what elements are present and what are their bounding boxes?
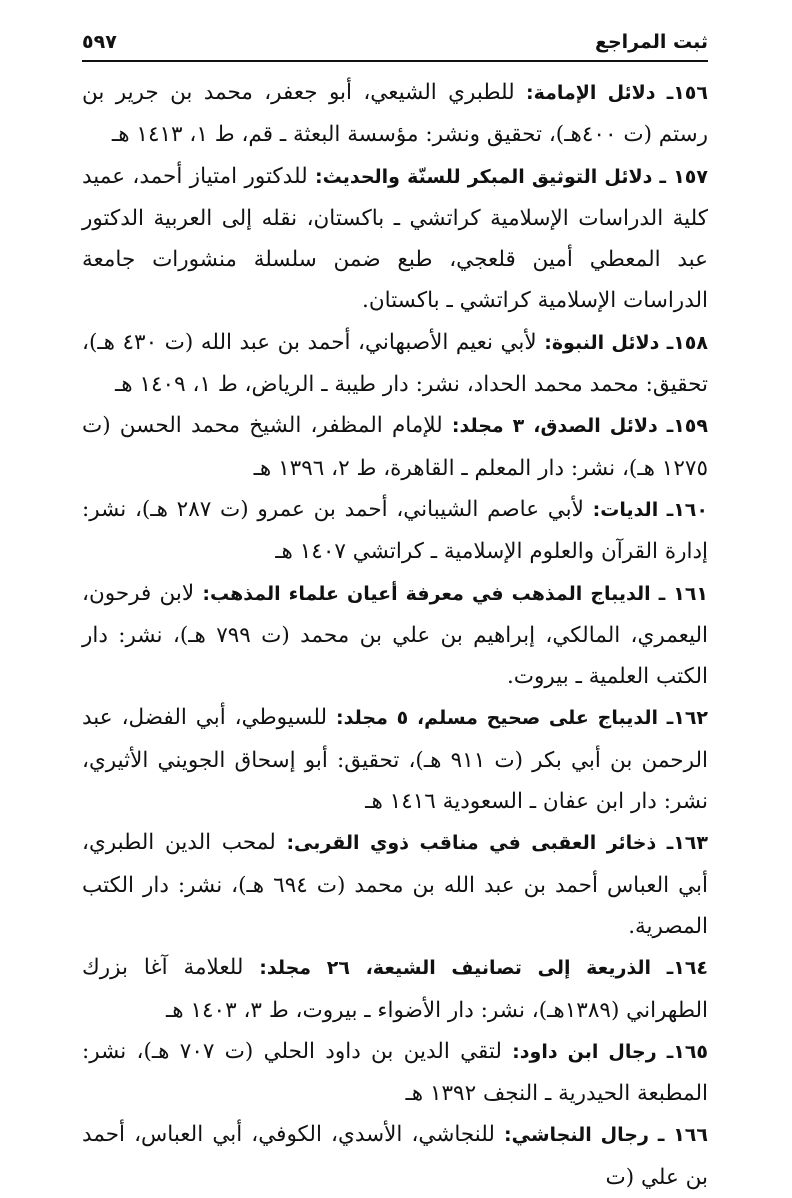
bibliography-entry-166 — [82, 1114, 708, 1198]
entry-heading: ١٥٦ـ دلائل الإمامة: — [525, 82, 708, 104]
bibliography-entry-156 — [82, 72, 708, 156]
entry-heading: ١٥٩ـ دلائل الصدق، ٣ مجلد: — [451, 415, 708, 438]
running-header — [82, 26, 708, 58]
entry-text: للنجاشي، الأسدي، الكوفي، أبي العباس، أحمد بن علي (ت — [82, 1122, 708, 1190]
bibliography-entry-157 — [82, 156, 708, 322]
bibliography-entry-163 — [82, 822, 708, 947]
entry-heading: ١٥٨ـ دلائل النبوة: — [544, 331, 708, 354]
entry-heading: ١٦٠ـ الديات: — [592, 498, 708, 521]
bibliography-entry-162 — [82, 697, 708, 822]
bibliography-entry-160 — [82, 489, 708, 573]
bibliography-entry-159 — [82, 405, 708, 489]
bibliography-entry-165 — [82, 1031, 708, 1115]
bibliography-entry-161 — [82, 573, 708, 698]
entry-text: للإمام المظفر، الشيخ محمد الحسن (ت ١٢٧٥ هـ)، نشر: دار المعلم ـ القاهرة، ط ٢، ١٣٩٦ هـ — [82, 413, 708, 481]
entry-text: للدكتور امتياز أحمد، عميد كلية الدراسات الإسلامية كراتشي ـ باكستان، نقله إلى العربية الدكتور عبد المعطي أمين قلعجي، طبع ضمن سلسلة منشورات جامعة الدراسات الإسلامية كراتشي ـ باكستان. — [82, 163, 708, 314]
entry-text: للسيوطي، أبي الفضل، عبد الرحمن بن أبي بكر (ت ٩١١ هـ)، تحقيق: أبو إسحاق الجويني الأثيري، نشر: دار ابن عفان ـ السعودية ١٤١٦ هـ — [82, 705, 708, 815]
header-rule — [82, 60, 708, 62]
bibliography-entry-158 — [82, 322, 708, 406]
entry-text: لابن فرحون، اليعمري، المالكي، إبراهيم بن علي بن محمد (ت ٧٩٩ هـ)، نشر: دار الكتب العلمية ـ بيروت. — [82, 580, 709, 690]
entry-heading: ١٦٦ ـ رجال النجاشي: — [504, 1124, 708, 1147]
header-title: ثبت المراجع — [594, 31, 708, 53]
entry-heading: ١٥٧ ـ دلائل التوثيق المبكر للسنّة والحديث: — [315, 165, 708, 188]
bibliography-entry-164 — [82, 947, 708, 1031]
entry-heading: ١٦٥ـ رجال ابن داود: — [512, 1040, 709, 1063]
entry-text: لتقي الدين بن داود الحلي (ت ٧٠٧ هـ)، نشر: المطبعة الحيدرية ـ النجف ١٣٩٢ هـ — [82, 1038, 708, 1107]
entry-text: لمحب الدين الطبري، أبي العباس أحمد بن عبد الله بن محمد (ت ٦٩٤ هـ)، نشر: دار الكتب المصرية. — [82, 830, 708, 939]
page-number: ٥٩٧ — [82, 31, 117, 53]
entry-heading: ١٦٣ـ ذخائر العقبى في مناقب ذوي القربى: — [286, 832, 708, 855]
entry-text: للعلامة آغا بزرك الطهراني (١٣٨٩هـ)، نشر: دار الأضواء ـ بيروت، ط ٣، ١٤٠٣ هـ — [82, 955, 708, 1023]
entry-heading: ١٦١ ـ الديباج المذهب في معرفة أعيان علماء المذهب: — [202, 582, 709, 605]
entry-text: لأبي عاصم الشيباني، أحمد بن عمرو (ت ٢٨٧ هـ)، نشر: إدارة القرآن والعلوم الإسلامية ـ كراتشي ١٤٠٧ هـ — [82, 496, 708, 565]
entry-text: لأبي نعيم الأصبهاني، أحمد بن عبد الله (ت ٤٣٠ هـ)، تحقيق: محمد محمد الحداد، نشر: دار طيبة ـ الرياض، ط ١، ١٤٠٩ هـ — [82, 329, 708, 398]
entry-heading: ١٦٢ـ الديباج على صحيح مسلم، ٥ مجلد: — [336, 707, 709, 730]
bibliography-list — [82, 72, 708, 1198]
entry-heading: ١٦٤ـ الذريعة إلى تصانيف الشيعة، ٢٦ مجلد: — [259, 957, 709, 980]
entry-text: للطبري الشيعي، أبو جعفر، محمد بن جرير بن رستم (ت ٤٠٠هـ)، تحقيق ونشر: مؤسسة البعثة ـ قم، ط ١، ١٤١٣ هـ — [82, 80, 708, 148]
